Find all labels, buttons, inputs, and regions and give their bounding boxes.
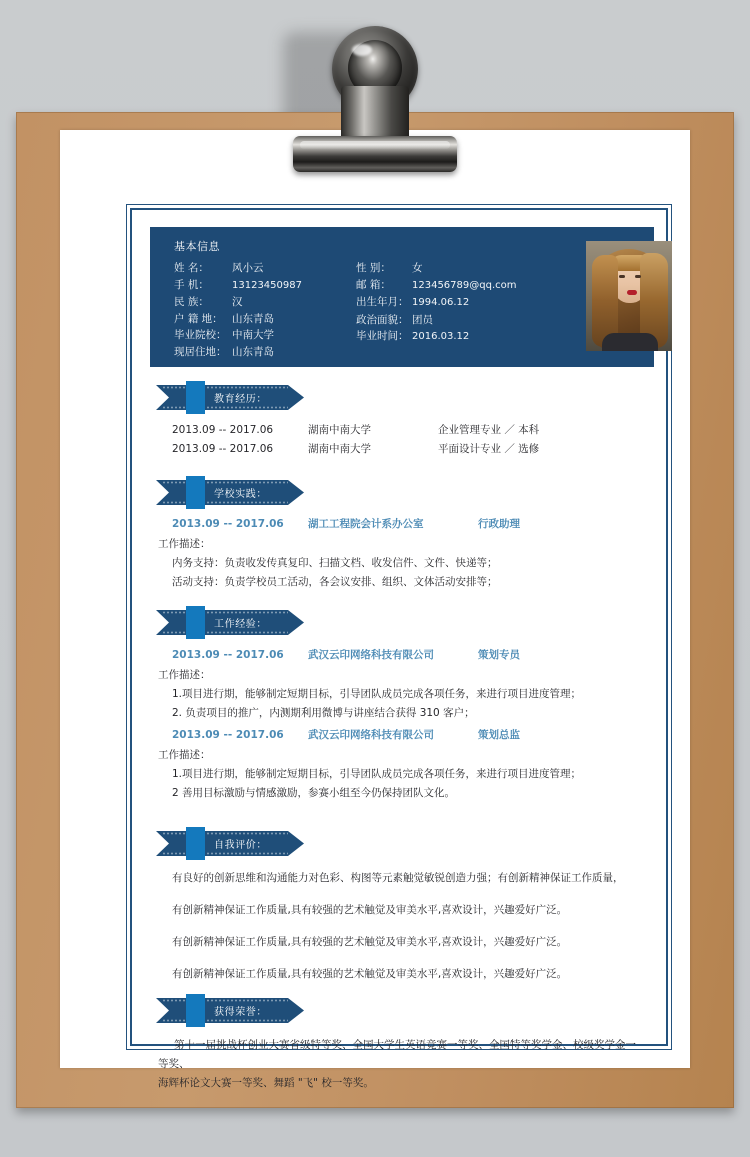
honors-body bbox=[132, 1036, 666, 1093]
photo-lips bbox=[627, 290, 637, 295]
practice-desc-title: 工作描述： bbox=[158, 538, 211, 550]
evaluation-line: 有创新精神保证工作质量,具有较强的艺术触觉及审美水平,喜欢设计，兴趣爱好广泛。 bbox=[172, 936, 568, 948]
info-label: 政治面貌： bbox=[356, 313, 409, 326]
info-row bbox=[356, 312, 586, 329]
photo-eye-left bbox=[619, 275, 625, 278]
info-label: 现居住地： bbox=[174, 345, 227, 358]
education-row bbox=[158, 440, 640, 459]
info-label: 民 族： bbox=[174, 296, 209, 308]
practice-banner-label: 学校实践： bbox=[214, 489, 267, 500]
banner-dots-top bbox=[162, 999, 288, 1002]
banner-dots-bottom bbox=[162, 852, 288, 855]
education-major: 企业管理专业 ／ 本科 bbox=[438, 424, 540, 436]
practice-entry-header bbox=[158, 514, 640, 534]
info-label: 毕业时间： bbox=[356, 330, 409, 342]
clipboard bbox=[16, 112, 734, 1108]
work-banner bbox=[156, 610, 304, 635]
info-row bbox=[174, 327, 356, 344]
practice-date: 2013.09 -- 2017.06 bbox=[172, 518, 284, 530]
education-date: 2013.09 -- 2017.06 bbox=[172, 443, 274, 455]
info-row bbox=[174, 260, 356, 277]
practice-section bbox=[132, 480, 666, 592]
binder-clip-bar bbox=[293, 136, 457, 172]
banner-dots-top bbox=[162, 832, 288, 835]
banner-accent-band bbox=[186, 827, 205, 860]
work-date: 2013.09 -- 2017.06 bbox=[172, 649, 284, 661]
basic-info-title: 基本信息 bbox=[174, 240, 220, 253]
info-label: 出生年月： bbox=[356, 296, 409, 308]
work-desc-title: 工作描述： bbox=[158, 669, 211, 681]
honors-banner bbox=[156, 998, 304, 1023]
evaluation-line: 有创新精神保证工作质量,具有较强的艺术触觉及审美水平,喜欢设计，兴趣爱好广泛。 bbox=[172, 904, 568, 916]
education-section bbox=[132, 385, 666, 459]
info-value: 123456789@qq.com bbox=[412, 279, 517, 291]
work-section bbox=[132, 610, 666, 803]
info-row bbox=[174, 344, 356, 361]
info-label: 邮 箱： bbox=[356, 278, 391, 291]
banner-dots-top bbox=[162, 481, 288, 484]
info-label: 姓 名： bbox=[174, 262, 209, 274]
photo-container bbox=[586, 227, 685, 367]
practice-banner bbox=[156, 480, 304, 505]
education-school: 湖南中南大学 bbox=[308, 443, 371, 455]
banner-dots-bottom bbox=[162, 406, 288, 409]
work-role: 策划总监 bbox=[478, 729, 520, 741]
work-company: 武汉云印网络科技有限公司 bbox=[308, 729, 434, 741]
info-value: 13123450987 bbox=[232, 279, 302, 291]
basic-info-columns bbox=[174, 260, 586, 360]
binder-clip-highlight bbox=[352, 44, 372, 56]
practice-organization: 湖工工程院会计系办公室 bbox=[308, 518, 424, 530]
education-banner-label: 教育经历： bbox=[214, 394, 267, 405]
banner-dots-top bbox=[162, 386, 288, 389]
evaluation-line: 有良好的创新思维和沟通能力对色彩、构图等元素触觉敏锐创造力强；有创新精神保证工作质量， bbox=[172, 872, 624, 884]
banner-accent-band bbox=[186, 994, 205, 1027]
info-label: 户 籍 地： bbox=[174, 312, 223, 325]
evaluation-line: 有创新精神保证工作质量,具有较强的艺术触觉及审美水平,喜欢设计，兴趣爱好广泛。 bbox=[172, 968, 568, 980]
photo-shoulders bbox=[602, 333, 658, 351]
work-desc-title: 工作描述： bbox=[158, 749, 211, 761]
practice-desc-line: 内务支持：负责收发传真复印、扫描文档、收发信件、文件、快递等； bbox=[172, 557, 498, 569]
work-entry-header bbox=[158, 645, 640, 665]
info-value: 1994.06.12 bbox=[412, 297, 470, 308]
info-value: 山东青岛 bbox=[232, 312, 274, 325]
info-value: 2016.03.12 bbox=[412, 331, 470, 342]
education-school: 湖南中南大学 bbox=[308, 424, 371, 436]
practice-body bbox=[132, 514, 666, 592]
evaluation-section bbox=[132, 831, 666, 983]
banner-accent-band bbox=[186, 381, 205, 414]
info-row bbox=[174, 311, 356, 328]
honors-line: 海辉杯论文大赛一等奖、舞蹈 "飞" 校一等奖。 bbox=[158, 1077, 374, 1089]
basic-info-left-column bbox=[174, 260, 356, 360]
work-desc-line: 2. 负责项目的推广，内测期利用微博与讲座结合获得 310 客户； bbox=[172, 707, 475, 719]
work-company: 武汉云印网络科技有限公司 bbox=[308, 649, 434, 661]
work-entry-header bbox=[158, 725, 640, 745]
banner-accent-band bbox=[186, 476, 205, 509]
photo-eye-right bbox=[635, 275, 641, 278]
evaluation-banner-label: 自我评价： bbox=[214, 840, 267, 851]
honors-banner-label: 获得荣誉： bbox=[214, 1007, 267, 1018]
banner-dots-bottom bbox=[162, 1019, 288, 1022]
info-value: 团员 bbox=[412, 313, 433, 326]
info-row bbox=[174, 277, 356, 295]
info-row bbox=[356, 277, 586, 295]
evaluation-body bbox=[132, 870, 666, 983]
info-value: 女 bbox=[412, 262, 423, 274]
basic-info-fields bbox=[150, 227, 586, 367]
info-row bbox=[356, 294, 586, 312]
resume-paper bbox=[60, 130, 690, 1089]
info-value: 汉 bbox=[232, 296, 243, 308]
banner-dots-top bbox=[162, 611, 288, 614]
banner-accent-band bbox=[186, 606, 205, 639]
info-value: 中南大学 bbox=[232, 329, 274, 341]
resume-frame-outer bbox=[126, 204, 672, 1089]
education-major: 平面设计专业 ／ 选修 bbox=[438, 443, 540, 455]
info-label: 毕业院校： bbox=[174, 329, 227, 341]
education-banner bbox=[156, 385, 304, 410]
info-row bbox=[356, 328, 586, 346]
resume-frame-inner bbox=[130, 208, 668, 1089]
info-value: 风小云 bbox=[232, 262, 264, 274]
info-row bbox=[174, 294, 356, 311]
education-row bbox=[158, 421, 640, 440]
work-date: 2013.09 -- 2017.06 bbox=[172, 729, 284, 741]
work-banner-label: 工作经验： bbox=[214, 619, 267, 630]
work-desc-line: 1.项目进行期，能够制定短期目标，引导团队成员完成各项任务，来进行项目进度管理； bbox=[172, 768, 582, 780]
basic-info-block bbox=[150, 227, 654, 367]
practice-desc-line: 活动支持：负责学校员工活动，各会议安排、组织、文体活动安排等； bbox=[172, 576, 498, 588]
info-label: 性 别： bbox=[356, 262, 391, 274]
practice-role: 行政助理 bbox=[478, 518, 520, 530]
info-row bbox=[356, 260, 586, 277]
honors-line: 第十一届挑战杯创业大赛省级特等奖、全国大学生英语竞赛一等奖、全国特等奖学金、校级奖学金一等奖、 bbox=[158, 1039, 636, 1070]
banner-dots-bottom bbox=[162, 501, 288, 504]
education-body bbox=[132, 421, 666, 459]
honors-section bbox=[132, 998, 666, 1093]
education-date: 2013.09 -- 2017.06 bbox=[172, 424, 274, 436]
work-role: 策划专员 bbox=[478, 649, 520, 661]
info-value: 山东青岛 bbox=[232, 345, 274, 358]
evaluation-banner bbox=[156, 831, 304, 856]
work-desc-line: 1.项目进行期，能够制定短期目标，引导团队成员完成各项任务，来进行项目进度管理； bbox=[172, 688, 582, 700]
work-desc-line: 2 善用目标激励与情感激励，参赛小组至今仍保持团队文化。 bbox=[172, 787, 456, 799]
profile-photo bbox=[586, 241, 672, 351]
basic-info-right-column bbox=[356, 260, 586, 360]
banner-dots-bottom bbox=[162, 631, 288, 634]
info-label: 手 机： bbox=[174, 278, 209, 291]
work-body bbox=[132, 645, 666, 803]
